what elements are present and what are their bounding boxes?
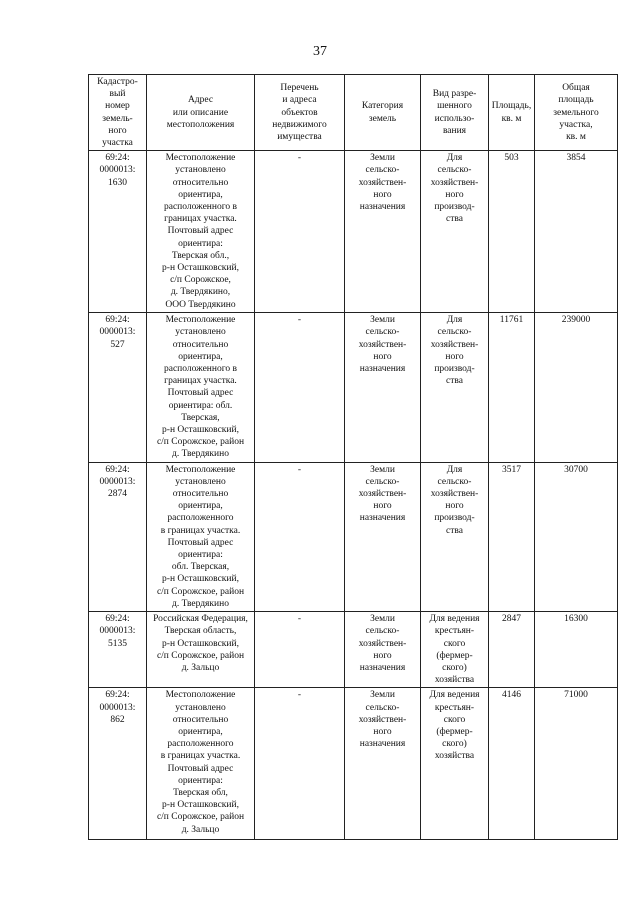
land-plots-table [88, 74, 618, 840]
cell-permitted-use: Для ведения крестьян- ского (фермер- ского) хозяйства [421, 612, 489, 688]
cell-cadastral-number: 69:24: 0000013: 5135 [89, 612, 147, 688]
cell-address: Местоположение установлено относительно ориентира, расположенного в границах участка. Почтовый адрес ориентира: Тверская обл., р-н Осташковский, с/п Сорожское, д. Твердякино, ООО Твердякино [147, 151, 255, 313]
cell-objects: - [255, 612, 345, 688]
table-header-row [89, 75, 618, 151]
table-row [89, 462, 618, 611]
cell-land-category: Земли сельско- хозяйствен- ного назначения [345, 462, 421, 611]
cell-cadastral-number: 69:24: 0000013: 2874 [89, 462, 147, 611]
header-objects: Перечень и адреса объектов недвижимого имущества [255, 75, 345, 151]
table-row [89, 612, 618, 688]
header-area: Площадь, кв. м [489, 75, 535, 151]
cell-cadastral-number: 69:24: 0000013: 862 [89, 688, 147, 840]
cell-area: 4146 [489, 688, 535, 840]
cell-permitted-use: Для сельско- хозяйствен- ного производ- ства [421, 151, 489, 313]
table-row [89, 151, 618, 313]
cell-cadastral-number: 69:24: 0000013: 1630 [89, 151, 147, 313]
cell-address: Местоположение установлено относительно ориентира, расположенного в границах участка. Почтовый адрес ориентира: обл. Тверская, р-н Осташковский, с/п Сорожское, район д. Твердякино [147, 313, 255, 462]
cell-land-category: Земли сельско- хозяйствен- ного назначения [345, 612, 421, 688]
cell-total-area: 71000 [535, 688, 618, 840]
header-cadastral-number: Кадастро- вый номер земель- ного участка [89, 75, 147, 151]
page-number: 37 [313, 44, 327, 59]
table-row [89, 688, 618, 840]
cell-area: 11761 [489, 313, 535, 462]
cell-permitted-use: Для ведения крестьян- ского (фермер- ского) хозяйства [421, 688, 489, 840]
cell-permitted-use: Для сельско- хозяйствен- ного производ- ства [421, 313, 489, 462]
cell-permitted-use: Для сельско- хозяйствен- ного производ- ства [421, 462, 489, 611]
header-address: Адрес или описание местоположения [147, 75, 255, 151]
cell-area: 503 [489, 151, 535, 313]
cell-land-category: Земли сельско- хозяйствен- ного назначения [345, 688, 421, 840]
cell-area: 3517 [489, 462, 535, 611]
cell-total-area: 30700 [535, 462, 618, 611]
cell-land-category: Земли сельско- хозяйствен- ного назначения [345, 313, 421, 462]
cell-total-area: 239000 [535, 313, 618, 462]
header-permitted-use: Вид разре- шенного использо- вания [421, 75, 489, 151]
cell-total-area: 3854 [535, 151, 618, 313]
cell-address: Местоположение установлено относительно ориентира, расположенного в границах участка. Почтовый адрес ориентира: Тверская обл, р-н Осташковский, с/п Сорожское, район д. Зальцо [147, 688, 255, 840]
cell-total-area: 16300 [535, 612, 618, 688]
cell-land-category: Земли сельско- хозяйствен- ного назначения [345, 151, 421, 313]
cell-address: Российская Федерация, Тверская область, р-н Осташковский, с/п Сорожское, район д. Зальцо [147, 612, 255, 688]
cell-area: 2847 [489, 612, 535, 688]
cell-objects: - [255, 688, 345, 840]
header-total-area: Общая площадь земельного участка, кв. м [535, 75, 618, 151]
cell-address: Местоположение установлено относительно ориентира, расположенного в границах участка. Почтовый адрес ориентира: обл. Тверская, р-н Осташковский, с/п Сорожское, район д. Твердякино [147, 462, 255, 611]
cell-objects: - [255, 151, 345, 313]
table-row [89, 313, 618, 462]
cell-objects: - [255, 313, 345, 462]
cell-objects: - [255, 462, 345, 611]
cell-cadastral-number: 69:24: 0000013: 527 [89, 313, 147, 462]
header-land-category: Категория земель [345, 75, 421, 151]
